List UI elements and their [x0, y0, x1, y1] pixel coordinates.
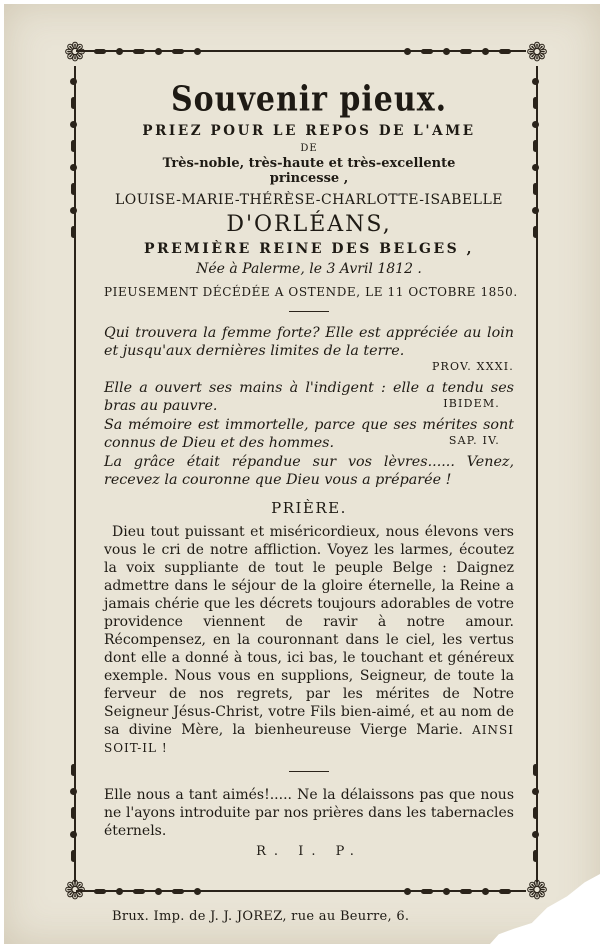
divider — [289, 311, 329, 312]
ornament-bottom-left-row-icon — [94, 888, 201, 895]
given-names: LOUISE-MARIE-THÉRÈSE-CHARLOTTE-ISABELLE — [114, 192, 503, 208]
ornament-left-column-icon — [70, 78, 77, 238]
prayer-heading: PRIÈRE. — [271, 499, 347, 517]
de-line: DE — [300, 143, 318, 154]
quote-reference: SAP. IV. — [448, 434, 500, 447]
ornament-bottom-right-row-icon — [404, 888, 511, 895]
epithets-line-2: princesse , — [269, 171, 349, 186]
printer-imprint: Brux. Imp. de J. J. JOREZ, rue au Beurre, 6. — [112, 909, 410, 924]
ornament-left-lower-column-icon — [70, 764, 77, 862]
epithets-line-1: Très-noble, très-haute et très-excellente — [162, 156, 456, 171]
quote-text: Qui trouvera la femme forte? Elle est appréciée au loin et jusqu'aux dernières limites de la terre. — [104, 325, 514, 359]
ornament-corner-top-right-icon: ❁ — [526, 38, 548, 68]
rip-line: R. I. P. — [256, 844, 362, 859]
memorial-card — [4, 4, 600, 944]
birth-line: Née à Palerme, le 3 Avril 1812 . — [196, 261, 422, 277]
quote-text: La grâce était répandue sur vos lèvres...... Venez, recevez la couronne que Dieu vous a préparée ! — [104, 454, 514, 488]
divider — [289, 771, 329, 772]
quote-reference: IBIDEM. — [443, 397, 500, 410]
ornament-top-left-row-icon — [94, 48, 201, 55]
ornament-right-lower-column-icon — [532, 764, 539, 862]
quote-reference: PROV. XXXI. — [431, 360, 514, 373]
pray-for-line: PRIEZ POUR LE REPOS DE L'AME — [142, 123, 476, 139]
ornament-corner-bottom-left-icon: ❁ — [64, 876, 86, 906]
prayer-body — [104, 523, 514, 757]
quote-block — [104, 416, 514, 451]
ornament-corner-bottom-right-icon: ❁ — [526, 876, 548, 906]
card-title: Souvenir pieux. — [170, 79, 448, 120]
death-line: PIEUSEMENT DÉCÉDÉE A OSTENDE, LE 11 OCTOBRE 1850. — [104, 285, 518, 299]
card-content — [104, 79, 518, 859]
queen-title: PREMIÈRE REINE DES BELGES , — [143, 241, 475, 257]
closing-text: Elle nous a tant aimés!..... Ne la délaissons pas que nous ne l'ayons introduite par nos prières dans les tabernacles éternels. — [104, 787, 514, 839]
quote-block — [104, 379, 514, 414]
prayer-text: Dieu tout puissant et miséricordieux, nous élevons vers vous le cri de notre affliction. Voyez les larmes, écoutez la voix suppliante de tout le peuple Belge : Daignez admettre dans le séjour de la gloire éternelle, la Reine a jamais chérie que les décrets toujours adorables de votre providence viennent de ravir à notre amour. Récompensez, en la couronnant dans le ciel, les vertus dont elle a donné à tous, ici bas, le touchant et généreux exemple. Nous vous en supplions, Seigneur, de toute la ferveur de nos regrets, par les mérites de Notre Seigneur Jésus-Christ, votre Fils bien-aimé, et au nom de sa divine Mère, la bienheureuse Vierge Marie. — [104, 524, 514, 738]
ornament-corner-top-left-icon: ❁ — [64, 38, 86, 68]
amen-text: AINSI SOIT-IL ! — [104, 723, 514, 755]
quote-block — [104, 453, 514, 489]
quote-text: Elle a ouvert ses mains à l'indigent : elle a tendu ses bras au pauvre. — [104, 380, 514, 414]
ornament-top-right-row-icon — [404, 48, 511, 55]
house-name: D'ORLÉANS, — [226, 212, 392, 237]
quote-text: Sa mémoire est immortelle, parce que ses mérites sont connus de Dieu et des hommes. — [104, 417, 514, 451]
quote-block — [104, 324, 514, 373]
ornament-right-column-icon — [532, 78, 539, 238]
